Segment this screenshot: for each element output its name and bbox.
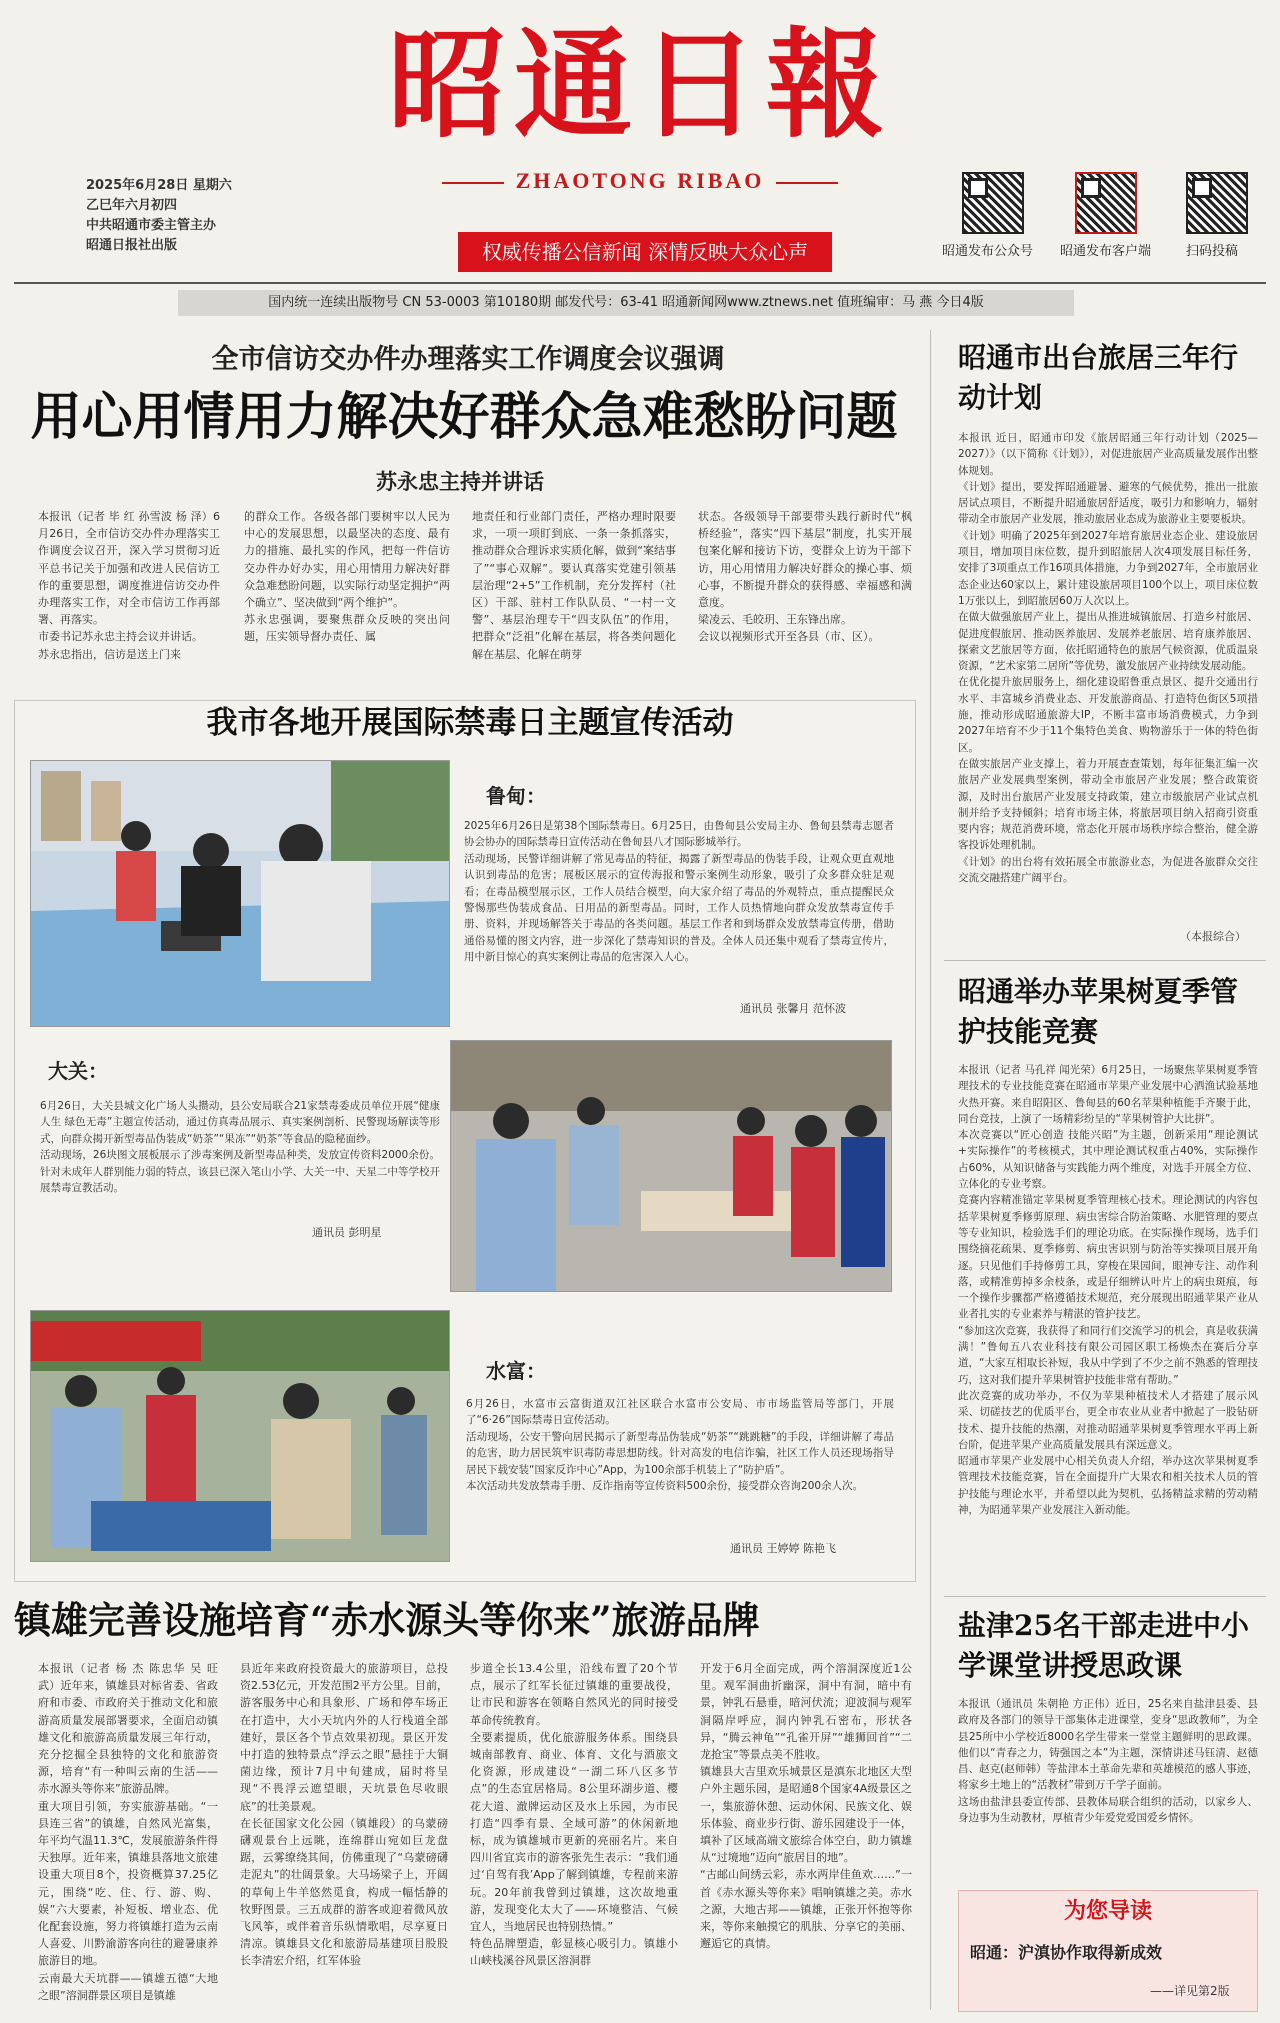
shuifu-text: 6月26日，水富市云富街道双江社区联合水富市公安局、市市场监管局等部门，开展了“6·26”国际禁毒日宣传活动。 活动现场，公安干警向居民揭示了新型毒品伪装成“奶茶”“跳跳糖”的手段，详细讲解了毒品的危害，助力居民筑牢识毒防毒思想防线。针对高发的电信诈骗，社区工作人员还现场指导居民下载安装“国家反诈中心”App，为100余部手机装上了“防护盾”。 本次活动共发放禁毒手册、反诈指南等宣传资料500余份，接受群众咨询200余人次。 — [466, 1398, 894, 1493]
lead-column-4: 状态。各级领导干部要带头践行新时代“枫桥经验”，落实“四下基层”制度，扎实开展包案化解和接访下访，变群众上访为干部下访，用心用情用力解决好群众的操心事、烦心事，不断提升群众的获得感、幸福感和满意度。 梁凌云、毛皎玥、王东锋出席。 会议以视频形式开至各县（市、区）。 — [698, 510, 912, 644]
divider — [442, 182, 504, 184]
issue-date: 2025年6月28日 星期六 — [86, 178, 232, 193]
photo-shuifu — [30, 1310, 450, 1562]
divider — [776, 182, 838, 184]
qr-code-wechat[interactable] — [962, 172, 1024, 234]
divider — [944, 1596, 1266, 1597]
masthead-title: 昭通日報 — [387, 15, 892, 154]
story1-text: 本报讯 近日，昭通市印发《旅居昭通三年行动计划（2025—2027）》（以下简称《计划》），对促进旅居产业高质量发展作出整体规划。 《计划》提出，要发挥昭通避暑、避寒的气候优势，推出一批旅居试点项目，不断提升昭通旅居舒适度，吸引力和影响力，辐射带动全市旅居产业发展，推动旅居业态成为旅游业主要要板块。 《计划》明确了2025年到2027年培育旅居业态企业、建设旅居项目，增加项目床位数，提升到昭旅居人次4项发展目标任务，安排了3项重点工作16项具体措施，力争到2027年，全市旅居业态企业达60家以上，累计建设旅居项目100个以上，项目床位数1万张以上，到昭旅居60万人次以上。 在做大做强旅居产业上，提出从推进城镇旅居、打造乡村旅居、促进度假旅居、推动医养旅居、发展养老旅居、培育康养旅居、探索文艺旅居等方面，依托昭通特色的旅居气候资源，优质温泉资源，“艺术家第二居所”等优势，激发旅居产业持续发展动能。 在优化提升旅居服务上，细化建设昭鲁重点景区、提升交通出行水平、丰富城乡消费业态、开发旅游商品、打造特色街区5项措施，推动形成昭通旅游大IP，不断丰富市场消费模式，力争到2027年培育不少于11个集特色美食、购物游乐于一体的特色街区。 在做实旅居产业支撑上，着力开展查查策划，每年征集汇编一次旅居产业发展典型案例，带动全市旅居产业发展；整合政策资源，及时出台旅居产业发展支持政策，建立市级旅居产业试点机制并给予支持倾斜；培育市场主体，将旅居项目纳入招商引资重要内容；规范消费环境，常态化开展市场秩序综合整治，健全游客投诉处理机制。 《计划》的出台将有效拓展全市旅游业态，为促进各旅群众交往交流交融搭建广阔平台。 — [958, 432, 1258, 885]
story2-headline[interactable]: 昭通举办苹果树夏季管护技能竞赛 — [958, 975, 1239, 1048]
lunar-date: 乙巳年六月初四 — [86, 198, 178, 213]
guide-item[interactable]: 昭通：沪滇协作取得新成效 — [970, 1943, 1163, 1962]
photo-daguan-graphic — [451, 1041, 891, 1291]
qr-code-submit[interactable] — [1186, 172, 1248, 234]
tourism-column-4: 开发于6月全面完成，两个溶洞深度近1公里。观军洞曲折幽深，洞中有洞，暗中有景，钟乳石悬垂，暗河伏流；迎波洞与观军洞隔岸呼应，洞内钟乳石密布，形状各异，“腾云神龟”“孔雀开屏”“雄狮回首”“二龙抢宝”等景点美不胜收。 镇雄县大吉里欢乐城景区是滇东北地区大型户外主题乐园，是昭通8个国家4A级景区之一，集旅游休憩、运动休闲、民族文化、娱乐体验、商业步行街、游乐园建设于一体，填补了区域高端文旅综合体空白，助力镇雄从“过境地”迈向“旅居目的地”。 “古邮山间绣云彩，赤水两岸佳鱼欢……”一首《赤水源头等你来》唱响镇雄之美。赤水之源，大地古邦——镇雄，正张开怀抱等你来，等你来触摸它的肌肤、分享它的美丽、邂逅它的真情。 — [700, 1662, 912, 1951]
qr-code-app[interactable] — [1075, 172, 1137, 234]
masthead-slogan: 权威传播公信新闻 深情反映大众心声 — [458, 232, 832, 272]
photo-ludian-graphic — [31, 761, 449, 1026]
qr-label: 扫码投稿 — [1186, 244, 1239, 259]
header-rule — [14, 282, 1266, 284]
lead-headline[interactable]: 用心用情用力解决好群众急难愁盼问题 — [30, 387, 898, 447]
story3-text: 本报讯（通讯员 朱朝艳 方正伟）近日，25名来自盐津县委、县政府及各部门的领导干部集体走进课堂，变身“思政教师”，为全县25所中小学校近8000名学生带来一堂堂主题鲜明的思政课。他们以“青春之力，铸强国之本”为主题，深情讲述马钰清、赵德昌、赵克(赵师韩）等盐津本土革命先辈和英雄模范的感人事迹，将家乡土地上的“活教材”带到万千学子面前。 这场由盐津县委宣传部、县教体局联合组织的活动，以家乡人、身边事为生动教材，厚植青少年爱党爱国爱乡情怀。 — [958, 1698, 1258, 1825]
ludian-place: 鲁甸： — [486, 784, 546, 808]
anti-drug-headline[interactable]: 我市各地开展国际禁毒日主题宣传活动 — [206, 705, 734, 741]
daguan-text: 6月26日，大关县城文化广场人头攒动，县公安局联合21家禁毒委成员单位开展“健康人生 绿色无毒”主题宣传活动，通过仿真毒品展示、真实案例剖析、民警现场解读等形式，向群众揭开新型毒品伪装成“奶茶”“果冻”“奶茶”等食品的隐秘面纱。 活动现场，26块图文展板展示了涉毒案例及新型毒品种类，发放宣传资料2000余份。针对未成年人群别能力弱的特点，该县已深入笔山小学、大关一中、天星二中等学校开展禁毒宣教活动。 — [40, 1100, 440, 1195]
divider — [944, 960, 1266, 961]
qr-label: 昭通发布客户端 — [1060, 244, 1152, 259]
shuifu-credit: 通讯员 王婷婷 陈艳飞 — [730, 1542, 836, 1555]
photo-daguan — [450, 1040, 892, 1292]
guide-ref[interactable]: ——详见第2版 — [1150, 1984, 1230, 1998]
shuifu-place: 水富： — [486, 1359, 546, 1383]
photo-shuifu-graphic — [31, 1311, 449, 1561]
tourism-column-3: 步道全长13.4公里，沿线布置了20个节点，展示了红军长征过镇雄的重要战役，让市民和游客在领略自然风光的同时接受革命传统教育。 全要素提质，优化旅游服务体系。围绕县城南部教育、商业、体育、文化与酒旅文化资源，形成建设“一湖二环八区多节点”的生态宜居格局。8公里环湖步道、樱花大道、澈牌运动区及水上乐园，为市民打造“四季有景、全域可游”的休闲新地标，成为镇雄城市更新的亮丽名片。来自四川省宜宾市的游客张先生表示：“我们通过‘自驾有我’App了解到镇雄，专程前来游玩。20年前我曾到过镇雄，这次故地重游，发现变化太大了——环境整洁、气候宜人，当地居民也特别热情。” 特色品牌塑造，彰显核心吸引力。镇雄小山峡栈溪谷风景区溶洞群 — [470, 1662, 678, 1968]
sidebar-divider — [930, 330, 931, 2010]
story2-text: 本报讯（记者 马孔祥 闻光荣）6月25日，一场聚焦苹果树夏季管理技术的专业技能竞赛在昭通市苹果产业发展中心洒渔试验基地火热开赛。来自昭阳区、鲁甸县的60名苹果种植能手齐聚于此，同台竞技，上演了一场精彩纷呈的“苹果树管护大比拼”。 本次竞赛以“匠心创造 技能兴昭”为主题，创新采用“理论测试+实际操作”的考核模式，其中理论测试权重占40%，实际操作占60%，从知识储备与实践能力两个维度，对选手开展全方位、立体化的专业考察。 竞赛内容精准锚定苹果树夏季管理核心技术。理论测试的内容包括苹果树夏季修剪原理、病虫害综合防治策略、水肥管理的要点等专业知识，检验选手们的理论功底。在实际操作现场，选手们围绕摘花疏果、夏季修剪、病虫害识别与防治等实操项目展开角逐。只见他们手持修剪工具，穿梭在果园间，眼神专注、动作利落，或精准剪掉多余枝条，或是仔细辨认叶片上的病虫斑痕，每一个操作步骤都严格遵循技术规范，充分展现出昭通苹果产业从业者扎实的专业素养与精湛的管护技艺。 “参加这次竞赛，我获得了和同行们交流学习的机会，真是收获满满！”鲁甸五八农业科技有限公司园区职工杨焕杰在赛后分享道，“大家互相取长补短，我从中学到了不少之前不熟悉的管理技巧，这对我们提升苹果树管护技能非常有帮助。” 此次竞赛的成功举办，不仅为苹果种植技术人才搭建了展示风采、切磋技艺的优质平台，更全市农业从业者中掀起了一股钻研技术、提升技能的热潮，对推动昭通苹果树夏季管理水平再上新台阶，促进苹果产业高质量发展具有深远意义。 昭通市苹果产业发展中心相关负责人介绍，举办这次苹果树夏季管理技术技能竞赛，旨在全面提升广大果农和相关技术人员的管护技能与理论水平，并希望以此为契机，弘扬精益求精的劳动精神，为昭通苹果产业发展注入新动能。 — [958, 1064, 1258, 1517]
date-block — [86, 176, 232, 256]
photo-ludian — [30, 760, 450, 1027]
lead-column-2: 的群众工作。各级各部门要树牢以人民为中心的发展思想，以最坚决的态度、最有力的措施、最扎实的作风，把每一件信访交办件办好办实，用心用情用力解决好群众急难愁盼问题，以实际行动坚定拥护“两个确立”、坚决做到“两个维护”。 苏永忠强调，要聚焦群众反映的突出问题，压实领导督办责任、属 — [244, 510, 450, 644]
guide-title: 为您导读 — [1063, 1898, 1152, 1924]
story1-credit: （本报综合） — [1180, 930, 1246, 943]
daguan-place: 大关： — [48, 1059, 108, 1083]
story1-headline[interactable]: 昭通市出台旅居三年行动计划 — [958, 341, 1239, 414]
ludian-text: 2025年6月26日是第38个国际禁毒日。6月25日，由鲁甸县公安局主办、鲁甸县禁毒志愿者协会协办的国际禁毒日宣传活动在鲁甸县八才国际影城举行。 活动现场，民警详细讲解了常见毒品的特征，揭露了新型毒品的伪装手段，让观众更直观地认识到毒品的危害；展板区展示的宣传海报和警示案例生动形象，吸引了众多群众驻足观看；在毒品模型展示区，工作人员结合模型，向大家介绍了毒品的外观特点，重点提醒民众警惕那些伪装成食品、日用品的新型毒品。同时，工作人员热情地向群众发放禁毒宣传手册、资料，并现场解答关于毒品的各类问题。基层工作者和到场群众发放禁毒宣传册，借助通俗易懂的图文内容，进一步深化了禁毒知识的普及。全体人员还集中观看了禁毒宣传片，用中新目惊心的真实案例让毒品的危害深入人心。 — [464, 820, 894, 964]
tourism-headline[interactable]: 镇雄完善设施培育“赤水源头等你来”旅游品牌 — [14, 1598, 760, 1642]
info-bar: 国内统一连续出版物号 CN 53-0003 第10180期 邮发代号：63-41 昭通新闻网www.ztnews.net 值班编审：马 燕 今日4版 — [178, 290, 1074, 316]
sponsor: 中共昭通市委主管主办 — [86, 218, 217, 233]
publisher: 昭通日报社出版 — [86, 238, 178, 253]
tourism-column-1: 本报讯（记者 杨 杰 陈忠华 吴 旺 武）近年来，镇雄县对标省委、省政府和市委、市政府关于推动文化和旅游高质量发展部署要求，全面启动镇雄文化和旅游高质量发展三年行动，充分挖掘全县独特的文化和旅游资源，培育“有一种叫云南的生活——赤水源头等你来”旅游品牌。 重大项目引领，夯实旅游基础。“一县连三省”的镇雄，自然风光富集，年平均气温11.3℃，发展旅游条件得天独厚。近年来，镇雄县落地文旅建设重大项目8个，投资概算37.25亿元，围绕“吃、住、行、游、购、娱”六大要素，补短板、增业态、优化配套设施，努力将镇雄打造为云南人喜爱、川黔渝游客向往的避暑康养旅游目的地。 云南最大天坑群——镇雄五德“大地之眼”溶洞群景区项目是镇雄 — [38, 1662, 218, 2002]
pinyin-text: ZHAOTONG RIBAO — [515, 168, 765, 193]
ludian-credit: 通讯员 张馨月 范怀波 — [740, 1002, 846, 1015]
lead-kicker: 全市信访交办件办理落实工作调度会议强调 — [211, 344, 725, 375]
lead-column-1: 本报讯（记者 毕 红 孙雪波 杨 泽）6月26日，全市信访交办件办理落实工作调度会议召开，深入学习贯彻习近平总书记关于加强和改进人民信访工作的重要思想，调度推进信访交办件办理落实工作，对全市信访工作再部署、再落实。 市委书记苏永忠主持会议并讲话。 苏永忠指出，信访是送上门来 — [38, 510, 220, 661]
masthead-pinyin — [400, 168, 880, 194]
lead-subhead: 苏永忠主持并讲话 — [376, 469, 544, 494]
daguan-credit: 通讯员 彭明星 — [312, 1226, 382, 1239]
story3-headline[interactable]: 盐津25名干部走进中小学课堂讲授思政课 — [958, 1609, 1249, 1682]
lead-column-3: 地责任和行业部门责任，严格办理时限要求，一项一项盯到底、一条一条抓落实，推动群众合理诉求实质化解，做到“案结事了”“事心双解”。要认真落实党建引领基层治理“2+5”工作机制，充分发挥村（社区）干部、驻村工作队队员、“一村一文警”、基层治理专干“四支队伍”的作用，把群众“泛祖”化解在基层，将各类问题化解在基层、化解在萌芽 — [472, 510, 676, 661]
qr-label: 昭通发布公众号 — [942, 244, 1034, 259]
tourism-column-2: 县近年来政府投资最大的旅游项目，总投资2.53亿元，开发范围2平方公里。目前，游客服务中心和具象形、广场和停车场正在打造中，大小天坑内外的人行栈道全部建好，景区各个节点效果初现。景区开发中打造的独特景点“浮云之眼”悬挂于大铜菌边缘，预计7月中旬建成，届时将呈现“不畏浮云遮望眼，天坑景色尽收眼底”的壮美景观。 在长征国家文化公园（镇雄段）的乌蒙磅礴观景台上远眺，连绵群山宛如巨龙盘踞，云雾缭绕其间，仿佛重现了“乌蒙磅礴走泥丸”的壮阔景象。大马场梁子上，开阔的草甸上牛羊悠然觅食，构成一幅恬静的牧野图景。三五成群的游客或迎着微风放飞风筝，或伴着音乐纵情歌唱，尽享夏日清凉。镇雄县文化和旅游局基建项目股股长李清宏介绍，红军体验 — [240, 1662, 448, 1968]
